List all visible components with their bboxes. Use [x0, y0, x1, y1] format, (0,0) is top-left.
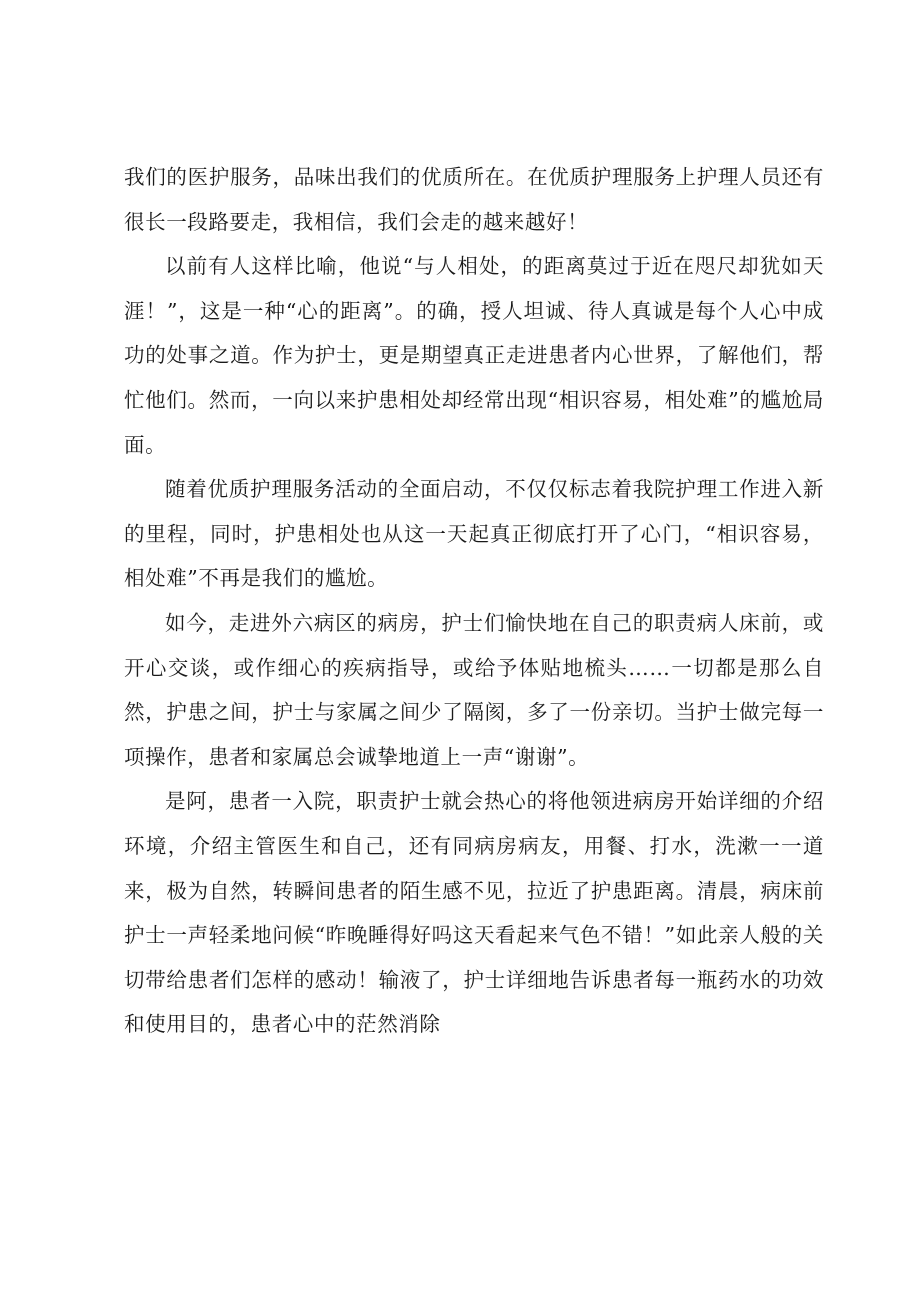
body-text	[124, 155, 824, 1047]
paragraph: 以前有人这样比喻，他说“与人相处，的距离莫过于近在咫尺却犹如天涯！”，这是一种“心的距离”。的确，授人坦诚、待人真诚是每个人心中成功的处事之道。作为护士，更是期望真正走进患者内心世界，了解他们，帮忙他们。然而，一向以来护患相处却经常出现“相识容易，相处难”的尴尬局面。	[124, 254, 824, 457]
paragraph: 随着优质护理服务活动的全面启动，不仅仅标志着我院护理工作进入新的里程，同时，护患相处也从这一天起真正彻底打开了心门，“相识容易，相处难”不再是我们的尴尬。	[124, 477, 824, 591]
paragraph-continuation: 我们的医护服务，品味出我们的优质所在。在优质护理服务上护理人员还有很长一段路要走，我相信，我们会走的越来越好！	[124, 165, 824, 234]
paragraph: 如今，走进外六病区的病房，护士们愉快地在自己的职责病人床前，或开心交谈，或作细心的疾病指导，或给予体贴地梳头……一切都是那么自然，护患之间，护士与家属之间少了隔阂，多了一份亲切。当护士做完每一项操作，患者和家属总会诚挚地道上一声“谢谢”。	[124, 610, 824, 769]
paragraph: 是阿，患者一入院，职责护士就会热心的将他领进病房开始详细的介绍环境，介绍主管医生和自己，还有同病房病友，用餐、打水，洗漱一一道来，极为自然，转瞬间患者的陌生感不见，拉近了护患距离。清晨，病床前护士一声轻柔地问候“昨晚睡得好吗这天看起来气色不错！”如此亲人般的关切带给患者们怎样的感动！输液了，护士详细地告诉患者每一瓶药水的功效和使用目的，患者心中的茫然消除	[124, 789, 824, 1037]
